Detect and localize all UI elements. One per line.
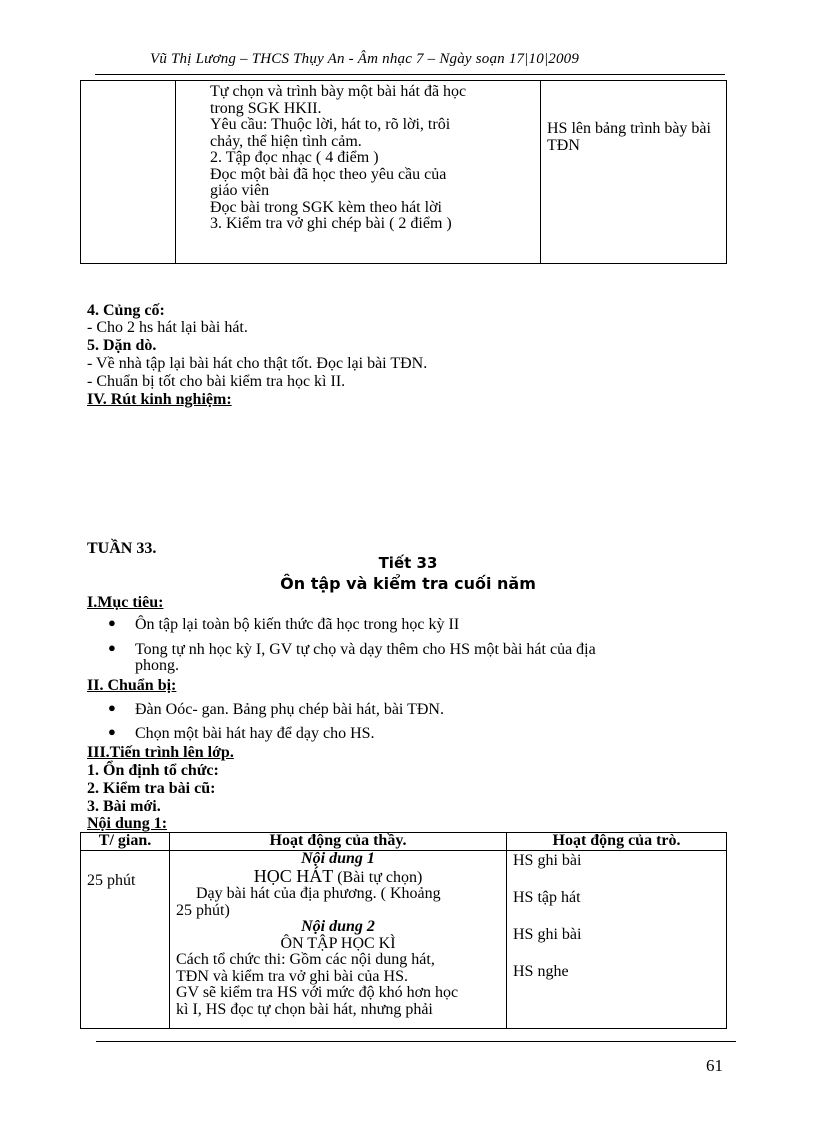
activities-table <box>80 832 727 1029</box>
table1-line: chảy, thể hiện tình cảm. <box>210 132 362 150</box>
teacher-text: GV sẽ kiểm tra HS với mức độ khó hơn học <box>176 984 459 1001</box>
header-teacher: Hoạt động của thầy. <box>170 833 507 851</box>
preparation-item: Chọn một bài hát hay để dạy cho HS. <box>135 725 375 742</box>
table1-line: 2. Tập đọc nhạc ( 4 điểm ) <box>210 149 379 166</box>
learn-song-sub: (Bài tự chọn) <box>337 868 423 886</box>
teacher-text: kì I, HS đọc tự chọn bài hát, nhưng phải <box>176 1000 433 1018</box>
procedure-step: 3. Bài mới. <box>87 798 161 815</box>
cungco-heading: 4. Củng cố: <box>87 302 165 319</box>
table1-line: giáo viên <box>210 182 270 199</box>
learn-song-line <box>176 865 500 887</box>
bullet-icon: ● <box>108 615 116 630</box>
duration: 25 phút <box>87 872 136 889</box>
teacher-text: TĐN và kiểm tra vở ghi bài của HS. <box>176 967 408 985</box>
review-label: ÔN TẬP HỌC KÌ <box>280 934 396 952</box>
lesson-number: Tiết 33 <box>378 554 438 572</box>
table1-line: trong SGK HKII. <box>210 99 322 117</box>
table1-line: HS lên bảng trình bày bài <box>547 120 711 137</box>
student-text: HS ghi bài <box>513 926 582 943</box>
header-rule <box>95 74 725 75</box>
week-label: TUẦN 33. <box>87 540 157 557</box>
table1-col3 <box>541 81 727 264</box>
student-text: HS ghi bài <box>513 852 582 869</box>
bullet-icon: ● <box>108 640 116 655</box>
footer-rule <box>96 1041 736 1042</box>
bullet-icon: ● <box>108 724 116 739</box>
table1-col1 <box>81 81 176 264</box>
table1-line: 3. Kiểm tra vở ghi chép bài ( 2 điểm ) <box>210 215 452 232</box>
dando-line: - Về nhà tập lại bài hát cho thật tốt. Đọc lại bài TĐN. <box>87 355 428 372</box>
table1-line: Đọc một bài đã học theo yêu cầu của <box>210 165 447 183</box>
table1-col2 <box>176 81 541 264</box>
time-cell <box>81 851 170 1029</box>
teacher-text: Cách tổ chức thi: Gồm các nội dung hát, <box>176 951 435 968</box>
dando-line: - Chuẩn bị tốt cho bài kiểm tra học kì II. <box>87 373 346 390</box>
procedure-step: 2. Kiểm tra bài cũ: <box>87 780 216 797</box>
assessment-table <box>80 80 727 264</box>
bullet-icon: ● <box>108 700 116 715</box>
cungco-line: - Cho 2 hs hát lại bài hát. <box>87 319 248 336</box>
rut-kinh-nghiem-heading: IV. Rút kinh nghiệm: <box>87 391 232 408</box>
page-header: Vũ Thị Lương – THCS Thụy An - Âm nhạc 7 – Ngày soạn 17|10|2009 <box>150 51 580 67</box>
learn-song: HỌC HÁT <box>253 865 334 886</box>
content-heading: Nội dung 1: <box>87 815 168 832</box>
lesson-title: Ôn tập và kiểm tra cuối năm <box>280 574 536 593</box>
table1-line: TĐN <box>547 136 580 154</box>
student-text: HS tập hát <box>513 889 581 906</box>
procedure-step: 1. Ổn định tổ chức: <box>87 762 219 779</box>
table1-line: Đọc bài trong SGK kèm theo hát lời <box>210 198 442 216</box>
teacher-cell <box>170 851 507 1029</box>
table1-line: Tự chọn và trình bày một bài hát đã học <box>210 83 467 100</box>
teacher-text: Dạy bài hát của địa phương. ( Khoảng <box>196 885 441 902</box>
objective-item: Ôn tập lại toàn bộ kiến thức đã học trong học kỳ II <box>135 616 460 633</box>
student-text: HS nghe <box>513 963 569 980</box>
content-1-label: Nội dung 1 <box>301 850 375 867</box>
objective-item: Tong tự nh học kỳ I, GV tự chọ và dạy thêm cho HS một bài hát của địa <box>135 641 596 658</box>
preparation-item: Đàn Oóc- gan. Bảng phụ chép bài hát, bài TĐN. <box>135 701 444 718</box>
dando-heading: 5. Dặn dò. <box>87 337 157 354</box>
objective-item: phong. <box>135 657 179 674</box>
content-2-label: Nội dung 2 <box>301 918 375 935</box>
header-student: Hoạt động của trò. <box>507 833 727 851</box>
table1-line: Yêu cầu: Thuộc lời, hát to, rõ lời, trôi <box>210 116 451 133</box>
student-cell <box>507 851 727 1029</box>
page-number: 61 <box>706 1056 723 1075</box>
objectives-heading: I.Mục tiêu: <box>87 594 164 611</box>
procedure-heading: III.Tiến trình lên lớp. <box>87 744 234 761</box>
preparation-heading: II. Chuẩn bị: <box>87 677 177 694</box>
header-time: T/ gian. <box>81 833 170 851</box>
teacher-text: 25 phút) <box>176 901 230 919</box>
